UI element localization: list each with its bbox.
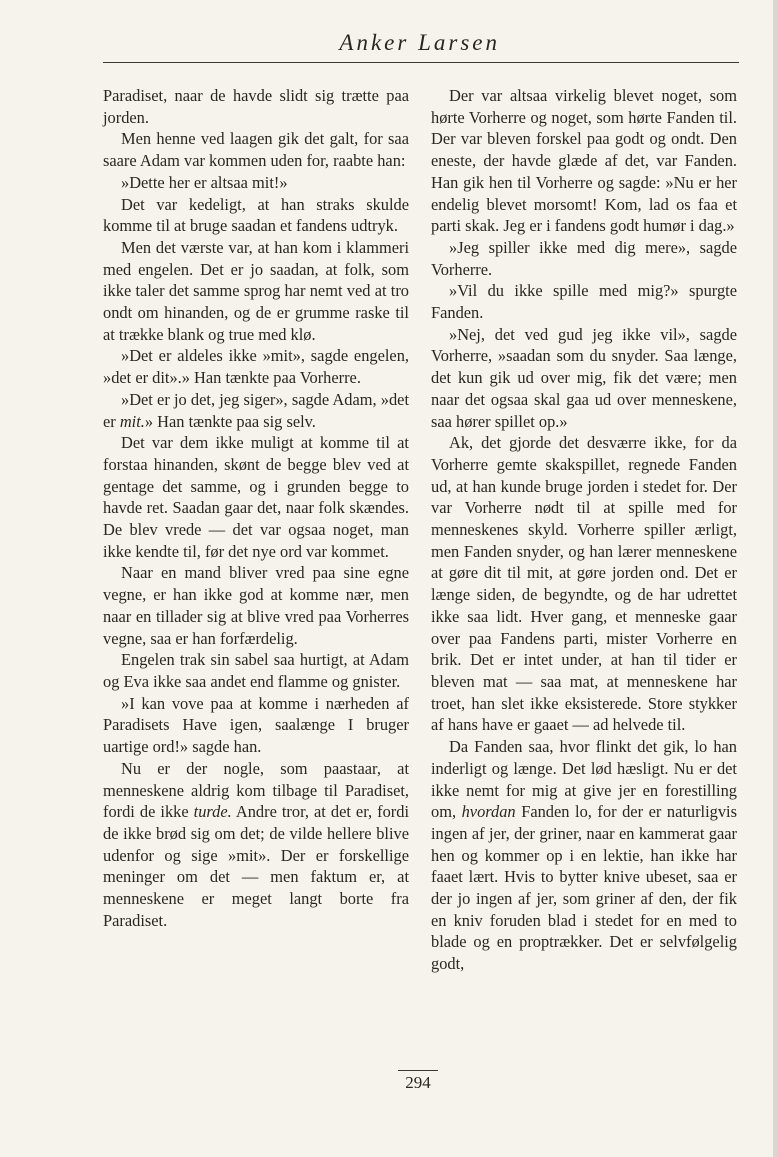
page-number: 294 bbox=[405, 1073, 431, 1092]
paragraph: »I kan vove paa at komme i nærheden af Paradisets Have igen, saalænge I bruger uartige ord!» sagde han. bbox=[103, 693, 409, 757]
paragraph: Ak, det gjorde det desværre ikke, for da Vorherre gemte skakspillet, regnede Fanden ud, at han kunde bruge jorden i stedet for. Der var Vorherre nødt til at spille med for menneskenes skyld. Vorherre spiller ærligt, men Fanden snyder, og han lærer menneskene at gøre dit til mit, at gøre jorden ond. Det er længe siden, de begyndte, og de har udrettet ikke saa lidt. Hver gang, et menneske gaar over paa Fandens parti, mister Vorherre en brik. Det er intet under, at han til tider er bleven mat — saa mat, at menneskene har troet, han slet ikke eksisterede. Store stykker af hans have er gaaet — ad helvede til. bbox=[431, 433, 737, 735]
text-run: » Han tænkte paa sig selv. bbox=[144, 411, 316, 431]
paragraph: Naar en mand bliver vred paa sine egne vegne, er han ikke god at komme nær, men naar en tillader sig at blive vred paa Vorherres vegne, saa er han forfærdelig. bbox=[103, 563, 409, 648]
paragraph: Men det værste var, at han kom i klammeri med engelen. Det er jo saadan, at folk, som ikke taler det samme sprog har nemt ved at tro ondt om hinanden, og de er grumme raske til at trække blank og true med klø. bbox=[103, 237, 409, 344]
paragraph bbox=[431, 736, 737, 975]
header-rule bbox=[103, 62, 739, 63]
paragraph: Der var altsaa virkelig blevet noget, som hørte Vorherre og noget, som hørte Fanden til. Der var bleven forskel paa godt og ondt. Den eneste, der havde glæde af det, var Fanden. Han gik hen til Vorherre og sagde: »Nu er her endelig blevet morsomt! Kom, lad os faa et parti skak. Jeg er i fandens godt humør i dag.» bbox=[431, 86, 737, 236]
italic-text: hvordan bbox=[461, 802, 516, 822]
paragraph: »Vil du ikke spille med mig?» spurgte Fanden. bbox=[431, 281, 737, 323]
paragraph: Det var kedeligt, at han straks skulde komme til at bruge saadan et fandens udtryk. bbox=[103, 194, 409, 236]
paragraph: Paradiset, naar de havde slidt sig trætte paa jorden. bbox=[103, 86, 409, 127]
paragraph: Engelen trak sin sabel saa hurtigt, at Adam og Eva ikke saa andet end flamme og gnister. bbox=[103, 650, 409, 691]
right-column bbox=[431, 85, 737, 975]
paragraph bbox=[103, 389, 409, 432]
paragraph: Det var dem ikke muligt at komme til at forstaa hinanden, skønt de begge blev ved at gentage det samme, og i grunden begge to havde ret. Saadan gaar det, naar folk skændes. De blev vrede — det var ogsaa noget, man ikke kendte til, før det nye ord var kommet. bbox=[103, 433, 409, 561]
paragraph: »Dette her er altsaa mit!» bbox=[121, 172, 288, 192]
text-run: »Det er jo det, jeg siger», sagde Adam, »det er bbox=[103, 389, 409, 431]
text-run: Da Fanden saa, hvor flinkt det gik, lo han inderligt og længe. Det lød hæsligt. Nu er det ikke nemt for mig at give jer en forestilling om, bbox=[431, 737, 737, 822]
paragraph: »Nej, det ved gud jeg ikke vil», sagde Vorherre, »saadan som du snyder. Saa længe, det kun gik ud over mig, fik det være; men naar det ogsaa skal gaa ud over menneskene, saa hører spillet op.» bbox=[431, 324, 737, 431]
paragraph: »Jeg spiller ikke med dig mere», sagde Vorherre. bbox=[431, 237, 737, 279]
paragraph: »Det er aldeles ikke »mit», sagde engelen, »det er dit».» Han tænkte paa Vorherre. bbox=[103, 346, 409, 388]
page-edge bbox=[773, 0, 777, 1157]
footer-rule bbox=[398, 1070, 438, 1071]
text-run: Nu er der nogle, som paastaar, at menneskene aldrig kom tilbage til Paradiset, fordi de ikke bbox=[103, 758, 409, 822]
paragraph bbox=[103, 758, 409, 932]
text-run: Andre tror, at det er, fordi de ikke brød sig om det; de vilde hellere blive udenfor og sige »mit». Der er forskellige meninger om det — men faktum er, at menneskene er meget langt borte fra Paradiset. bbox=[103, 802, 410, 930]
running-header: Anker Larsen bbox=[339, 30, 500, 55]
italic-text: turde. bbox=[193, 802, 232, 822]
italic-text: mit. bbox=[119, 411, 145, 431]
paragraph: Men henne ved laagen gik det galt, for saa saare Adam var kommen uden for, raabte han: bbox=[103, 129, 409, 171]
left-column bbox=[103, 85, 409, 931]
text-run: Fanden lo, for der er naturligvis ingen af jer, der griner, naar en kammerat gaar hen og kommer op i en lektie, han ikke har faaet lært. Hvis to bytter knive ubeset, saa er der jo ingen af jer, som griner af den, der fik en kniv foruden blad i stedet for en med to blade og en proptrækker. Det er selvfølgelig godt, bbox=[431, 802, 737, 974]
